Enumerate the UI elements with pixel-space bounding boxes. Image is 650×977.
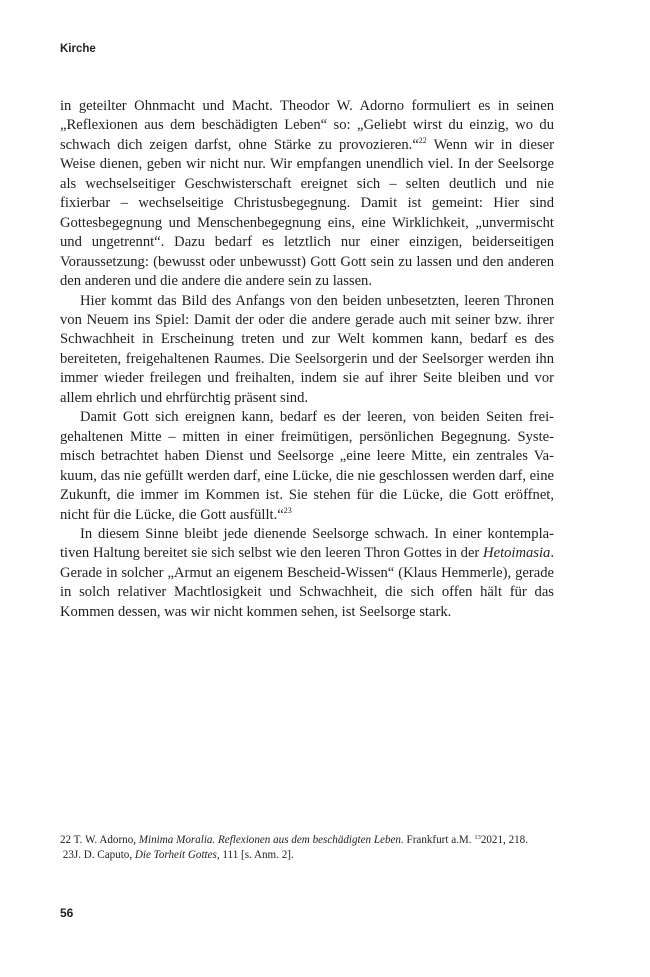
text-run: 111 [s. Anm. 2].: [219, 848, 294, 861]
text-run: Hier kommt das Bild des Anfangs von den beiden unbesetzten, leeren Thronen von Neuem ins Spiel: Damit der oder die andere gerade auch mit seiner bzw. ihrer Schwachheit in Erscheinung treten und zur Welt kommen kann, bedarf es des bereiteten, freigehaltenen Raumes. Die Seelsorgerin und der Seelsorger werden ihn immer wieder freilegen und freihalten, indem sie auf ihrer Seite bleiben und vor allem ehrlich und ehrfürchtig präsent sind.: [60, 292, 554, 406]
text-run: T. W. Adorno,: [71, 834, 139, 846]
footnote: [60, 848, 560, 863]
paragraph: [60, 525, 554, 622]
paragraph: [60, 97, 554, 292]
footnote-ref: 23: [283, 505, 292, 515]
body-text: [60, 97, 554, 622]
footnote-ref: 22: [418, 135, 427, 145]
text-run: Wenn wir in dieser Weise dienen, geben wir nicht nur. Wir empfangen unendlich viel. In der Seelsorge als wechselseitiger Geschwisterschaft ereignet sich – selten deutlich und nie fixierbar – wechselseitige Christusbegegnung. Damit ist gemeint: Hier sind Gottesbegegnung und Menschenbegegnung eins, eine Wirklichkeit, „unvermischt und ungetrennt“. Dazu bedarf es letztlich nur einer einzigen, beiderseitigen Voraussetzung: (bewusst oder unbewusst) Gott Gott sein zu lassen und den anderen den anderen und die andere die andere sein zu lassen.: [60, 136, 554, 290]
footnote-number: 23: [60, 848, 74, 861]
italic-text: Die Torheit Gottes,: [134, 848, 220, 861]
text-run: Frankfurt a.M.: [403, 834, 475, 846]
footnote-ref: 13: [474, 834, 481, 841]
text-run: In diesem Sinne bleibt jede dienende Seelsorge schwach. In einer kontemplativen Haltung bereitet sie sich selbst wie den leeren Thron Gottes in der: [60, 525, 554, 562]
paragraph: [60, 408, 554, 525]
italic-text: Minima Moralia. Reflexionen aus dem beschädigten Leben.: [138, 834, 404, 846]
text-run: in geteilter Ohnmacht und Macht. Theodor W. Adorno formuliert es in seinen „Reflexionen aus dem beschädigten Leben“ so: „Geliebt wirst du einzig, wo du schwach dich zeigen darfst, ohne Stärke zu provozieren.“: [60, 98, 554, 153]
text-run: J. D. Caputo,: [73, 848, 135, 861]
footnotes: [60, 833, 560, 862]
footnote: [60, 833, 560, 848]
paragraph: [60, 292, 554, 409]
italic-text: Hetoimasia: [483, 545, 551, 562]
page-number: 56: [60, 906, 74, 920]
text-run: Damit Gott sich ereignen kann, bedarf es der leeren, von beiden Seiten freigehaltenen Mitte – mitten in einer freimütigen, persönlichen Begegnung. Systemisch betrachtet haben Dienst und Seelsorge „eine leere Mitte, ein zentrales Vakuum, das nie gefüllt werden darf, eine Lücke, die nie geschlossen werden darf, eine Zukunft, die immer im Kommen ist. Sie stehen für die Lücke, die Gott eröffnet, nicht für die Lücke, die Gott ausfüllt.“: [60, 409, 554, 523]
text-run: . Gerade in solcher „Armut an eigenem Bescheid-Wissen“ (Klaus Hemmerle), gerade in solch relativer Machtlosigkeit und Schwachheit, die sich offen hält für das Kommen dessen, was wir nicht kommen sehen, ist Seelsorge stark.: [60, 545, 554, 620]
footnote-number: 22: [60, 834, 72, 846]
text-run: 2021, 218.: [480, 834, 528, 846]
running-head: Kirche: [60, 43, 96, 55]
